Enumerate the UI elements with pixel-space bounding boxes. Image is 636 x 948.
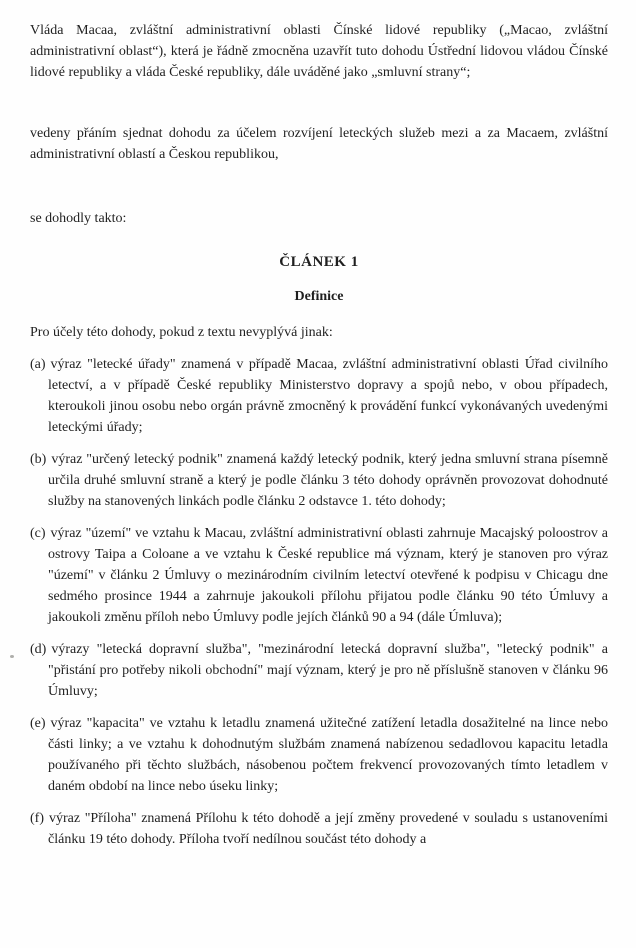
definition-label: (b) (30, 452, 47, 467)
intro-paragraph-2: vedeny přáním sjednat dohodu za účelem rozvíjení leteckých služeb mezi a za Macaem, zvláštní administrativní oblastí a Českou republikou, (30, 126, 608, 162)
definition-item-a (30, 354, 608, 438)
intro-paragraph-1: Vláda Macaa, zvláštní administrativní oblasti Čínské lidové republiky („Macao, zvláštní administrativní oblast“), která je řádně zmocněna uzavřít tuto dohodu Ústřední lidovou vládou Čínské lidové republiky a vláda České republiky, dále uváděné jako „smluvní strany“; (30, 23, 608, 80)
definition-label: (c) (30, 526, 46, 541)
definition-text: výraz "Příloha" znamená Přílohu k této dohodě a její změny provedené v souladu s ustanoveními článku 19 této dohody. Příloha tvoří nedílnou součást této dohody a (48, 811, 608, 847)
definition-item-c (30, 523, 608, 628)
intro-paragraph-3: se dohodly takto: (30, 211, 127, 226)
definition-text: výraz "kapacita" ve vztahu k letadlu znamená užitečné zatížení letadla dosažitelné na lince nebo části linky; a ve vztahu k dohodnutým službám znamená nabízenou sedadlovou kapacitu letadla používaného při těchto službách, násobenou počtem frekvencí provozovaných tímto letadlem v daném období na lince nebo úseku linky; (48, 716, 608, 794)
definition-item-e (30, 713, 608, 797)
scan-artifact-dot (10, 655, 14, 658)
definition-label: (d) (30, 642, 47, 657)
definition-label: (f) (30, 811, 44, 826)
definition-label: (a) (30, 357, 46, 372)
definition-text: výraz "určený letecký podnik" znamená každý letecký podnik, který jedna smluvní strana písemně určila druhé smluvní straně a který je podle článku 3 této dohody oprávněn provozovat dohodnuté služby na stanovených linkách podle článku 2 odstavce 1. této dohody; (48, 452, 608, 509)
definitions-list (30, 354, 608, 850)
definition-item-d (30, 639, 608, 702)
definition-text: výraz "letecké úřady" znamená v případě Macaa, zvláštní administrativní oblasti Úřad civilního letectví, a v případě České republiky Ministerstvo dopravy a spojů nebo, v obou případech, kteroukoli jinou osobu nebo orgán právně zmocněný k provádění funkcí vykonávaných uvedenými leteckými úřady; (48, 357, 608, 435)
definition-item-f (30, 808, 608, 850)
definitions-lead: Pro účely této dohody, pokud z textu nevyplývá jinak: (30, 325, 333, 340)
definition-text: výrazy "letecká dopravní služba", "mezinárodní letecká dopravní služba", "letecký podnik" a "přistání pro potřeby nikoli obchodní" mají význam, který je pro ně příslušně stanoven v článku 96 Úmluvy; (48, 642, 608, 699)
definition-text: výraz "území" ve vztahu k Macau, zvláštní administrativní oblasti zahrnuje Macajský poloostrov a ostrovy Taipa a Coloane a ve vztahu k České republice má význam, který je stanoven pro výraz "území" v článku 2 Úmluvy o mezinárodním civilním letectví otevřené k podpisu v Chicagu dne sedmého prosince 1944 a zahrnuje jakoukoli přílohu přijatou podle článku 90 této Úmluvy a jakoukoli změnu příloh nebo Úmluvy podle jejích článků 90 a 94 (dále Úmluva); (48, 526, 608, 625)
definition-item-b (30, 449, 608, 512)
definition-label: (e) (30, 716, 46, 731)
article-heading: ČLÁNEK 1 (279, 254, 359, 270)
article-subheading: Definice (294, 289, 344, 304)
